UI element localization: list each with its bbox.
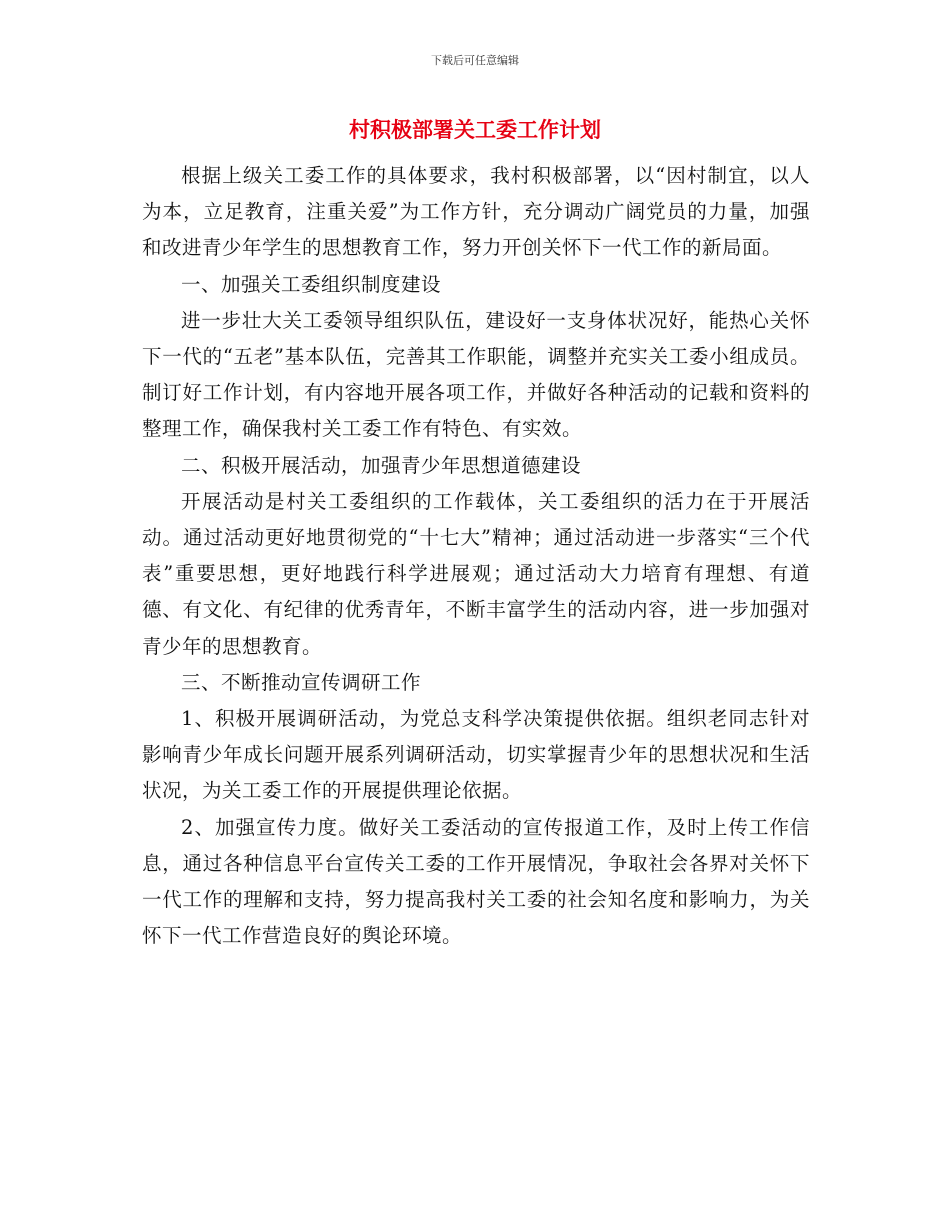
header-note: 下载后可任意编辑 [431,54,519,67]
section-1-paragraph: 进一步壮大关工委领导组织队伍，建设好一支身体状况好，能热心关怀下一代的“五老”基本队伍，完善其工作职能，调整并充实关工委小组成员。制订好工作计划，有内容地开展各项工作，并做好各种活动的记载和资料的整理工作，确保我村关工委工作有特色、有实效。 [142,308,810,441]
section-3-item-2: 2、加强宣传力度。做好关工委活动的宣传报道工作，及时上传工作信息，通过各种信息平台宣传关工委的工作开展情况，争取社会各界对关怀下一代工作的理解和支持，努力提高我村关工委的社会知名度和影响力，为关怀下一代工作营造良好的舆论环境。 [142,815,810,948]
section-heading-1: 一、加强关工委组织制度建设 [181,272,442,296]
section-heading-3: 三、不断推动宣传调研工作 [181,670,422,694]
intro-paragraph: 根据上级关工委工作的具体要求，我村积极部署，以“因村制宜，以人为本，立足教育，注重关爱”为工作方针，充分调动广阔党员的力量，加强和改进青少年学生的思想教育工作，努力开创关怀下一代工作的新局面。 [142,164,810,260]
section-3-item-1: 1、积极开展调研活动，为党总支科学决策提供依据。组织老同志针对影响青少年成长问题开展系列调研活动，切实掌握青少年的思想状况和生活状况，为关工委工作的开展提供理论依据。 [142,707,810,803]
section-heading-2: 二、积极开展活动，加强青少年思想道德建设 [181,453,582,477]
document-body [142,158,810,954]
section-2-paragraph: 开展活动是村关工委组织的工作载体，关工委组织的活力在于开展活动。通过活动更好地贯彻党的“十七大”精神；通过活动进一步落实“三个代表”重要思想，更好地践行科学进展观；通过活动大力培育有理想、有道德、有文化、有纪律的优秀青年，不断丰富学生的活动内容，进一步加强对青少年的思想教育。 [142,489,810,658]
page-title: 村积极部署关工委工作计划 [349,118,601,142]
